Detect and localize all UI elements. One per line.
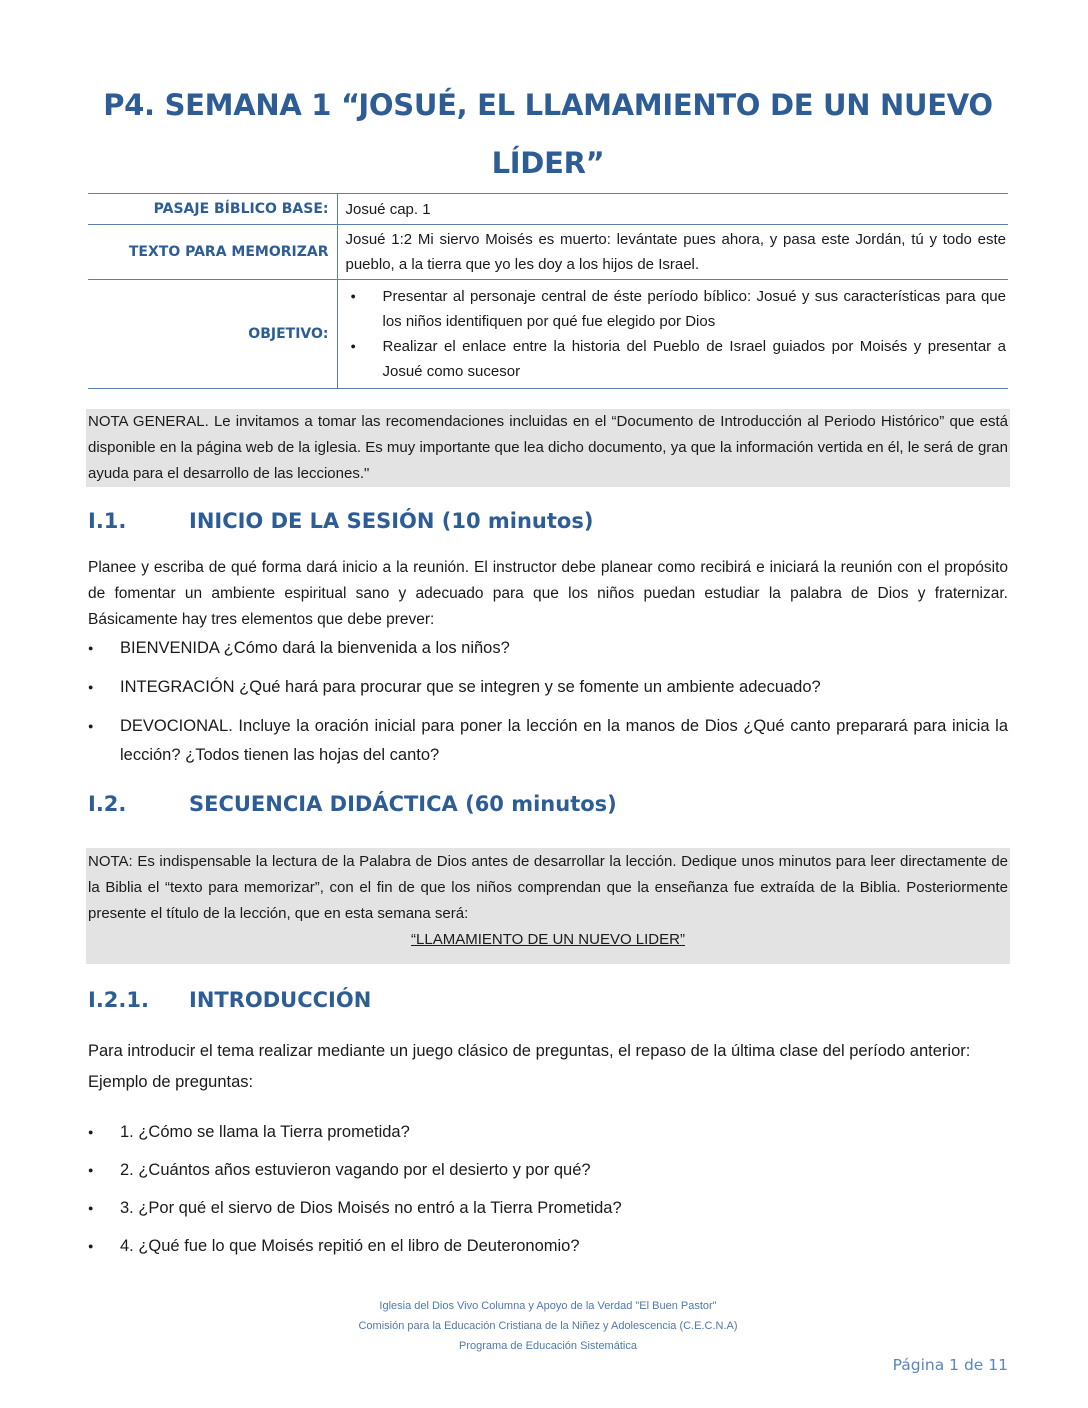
nota-text: NOTA: Es indispensable la lectura de la Palabra de Dios antes de desarrollar la lección. Dedique unos minutos para leer directamente de la Biblia el “texto para memorizar”, con el fin de que los niños comprendan que la enseñanza fue extraída de la Biblia. Posteriormente presente el título de la lección, que en esta semana será: <box>88 853 1008 922</box>
section-number: I.1. <box>88 509 127 533</box>
footer-line: Iglesia del Dios Vivo Columna y Apoyo de la Verdad "El Buen Pastor" <box>379 1300 717 1312</box>
page-number: Página 1 de 11 <box>892 1356 1008 1374</box>
section-title: INTRODUCCIÓN <box>189 988 372 1012</box>
section-number: I.2. <box>88 792 127 816</box>
objetivo-list <box>346 284 1007 384</box>
objetivo-item: ● Presentar al personaje central de éste período bíblico: Josué y sus características para que los niños identifiquen por qué fue elegido por Dios <box>346 284 1007 334</box>
nota-general: NOTA GENERAL. Le invitamos a tomar las recomendaciones incluidas en el “Documento de Introducción al Periodo Histórico” que está disponible en la página web de la iglesia. Es muy importante que lea dicho documento, ya que la información vertida en él, le será de gran ayuda para el desarrollo de las lecciones." <box>86 409 1010 487</box>
list-item: ● DEVOCIONAL. Incluye la oración inicial para poner la lección en la manos de Dios ¿Qué canto preparará para inicia la lección? ¿Todos tienen las hojas del canto? <box>88 712 1008 770</box>
objetivo-row <box>88 280 1008 389</box>
pasaje-row <box>88 194 1008 225</box>
lesson-info-table <box>88 193 1008 389</box>
texto-label: TEXTO PARA MEMORIZAR <box>88 225 337 280</box>
section-heading-inicio <box>88 509 593 533</box>
section-title: INICIO DE LA SESIÓN (10 minutos) <box>189 509 594 533</box>
list-item: ● INTEGRACIÓN ¿Qué hará para procurar que se integren y se fomente un ambiente adecuado? <box>88 673 1008 702</box>
nota-secuencia <box>86 848 1010 964</box>
page-footer <box>88 1296 1008 1356</box>
texto-row <box>88 225 1008 280</box>
objetivo-value <box>337 280 1008 389</box>
introduccion-paragraph: Para introducir el tema realizar mediante un juego clásico de preguntas, el repaso de la última clase del período anterior: Ejemplo de preguntas: <box>88 1042 971 1091</box>
objetivo-label: OBJETIVO: <box>88 280 337 389</box>
list-item: ● 2. ¿Cuántos años estuvieron vagando por el desierto y por qué? <box>88 1156 1008 1185</box>
footer-line: Comisión para la Educación Cristiana de la Niñez y Adolescencia (C.E.C.N.A) <box>358 1320 738 1332</box>
footer-line: Programa de Educación Sistemática <box>459 1340 637 1352</box>
pasaje-value: Josué cap. 1 <box>337 194 1008 225</box>
section-number: I.2.1. <box>88 988 149 1012</box>
list-item: ● 3. ¿Por qué el siervo de Dios Moisés no entró a la Tierra Prometida? <box>88 1194 1008 1223</box>
objetivo-item: ● Realizar el enlace entre la historia del Pueblo de Israel guiados por Moisés y presentar a Josué como sucesor <box>346 334 1007 384</box>
texto-value: Josué 1:2 Mi siervo Moisés es muerto: levántate pues ahora, y pasa este Jordán, tú y todo este pueblo, a la tierra que yo les doy a los hijos de Israel. <box>337 225 1008 280</box>
inicio-list <box>88 634 1008 770</box>
section-title: SECUENCIA DIDÁCTICA (60 minutos) <box>189 792 617 816</box>
section-heading-introduccion <box>88 988 371 1012</box>
list-item: ● BIENVENIDA ¿Cómo dará la bienvenida a los niños? <box>88 634 1008 663</box>
questions-list <box>88 1118 1008 1261</box>
inicio-paragraph: Planee y escriba de qué forma dará inicio a la reunión. El instructor debe planear como recibirá e iniciará la reunión con el propósito de fomentar un ambiente espiritual sano y adecuado para que los niños puedan estudiar la palabra de Dios y fraternizar. Básicamente hay tres elementos que debe prever: <box>88 559 1008 628</box>
list-item: ● 1. ¿Cómo se llama la Tierra prometida? <box>88 1118 1008 1147</box>
lesson-title: “LLAMAMIENTO DE UN NUEVO LIDER” <box>411 931 685 948</box>
section-heading-secuencia <box>88 792 617 816</box>
page-title: P4. SEMANA 1 “JOSUÉ, EL LLAMAMIENTO DE UN NUEVO LÍDER” <box>103 88 993 180</box>
list-item: ● 4. ¿Qué fue lo que Moisés repitió en el libro de Deuteronomio? <box>88 1232 1008 1261</box>
pasaje-label: PASAJE BÍBLICO BASE: <box>88 194 337 225</box>
